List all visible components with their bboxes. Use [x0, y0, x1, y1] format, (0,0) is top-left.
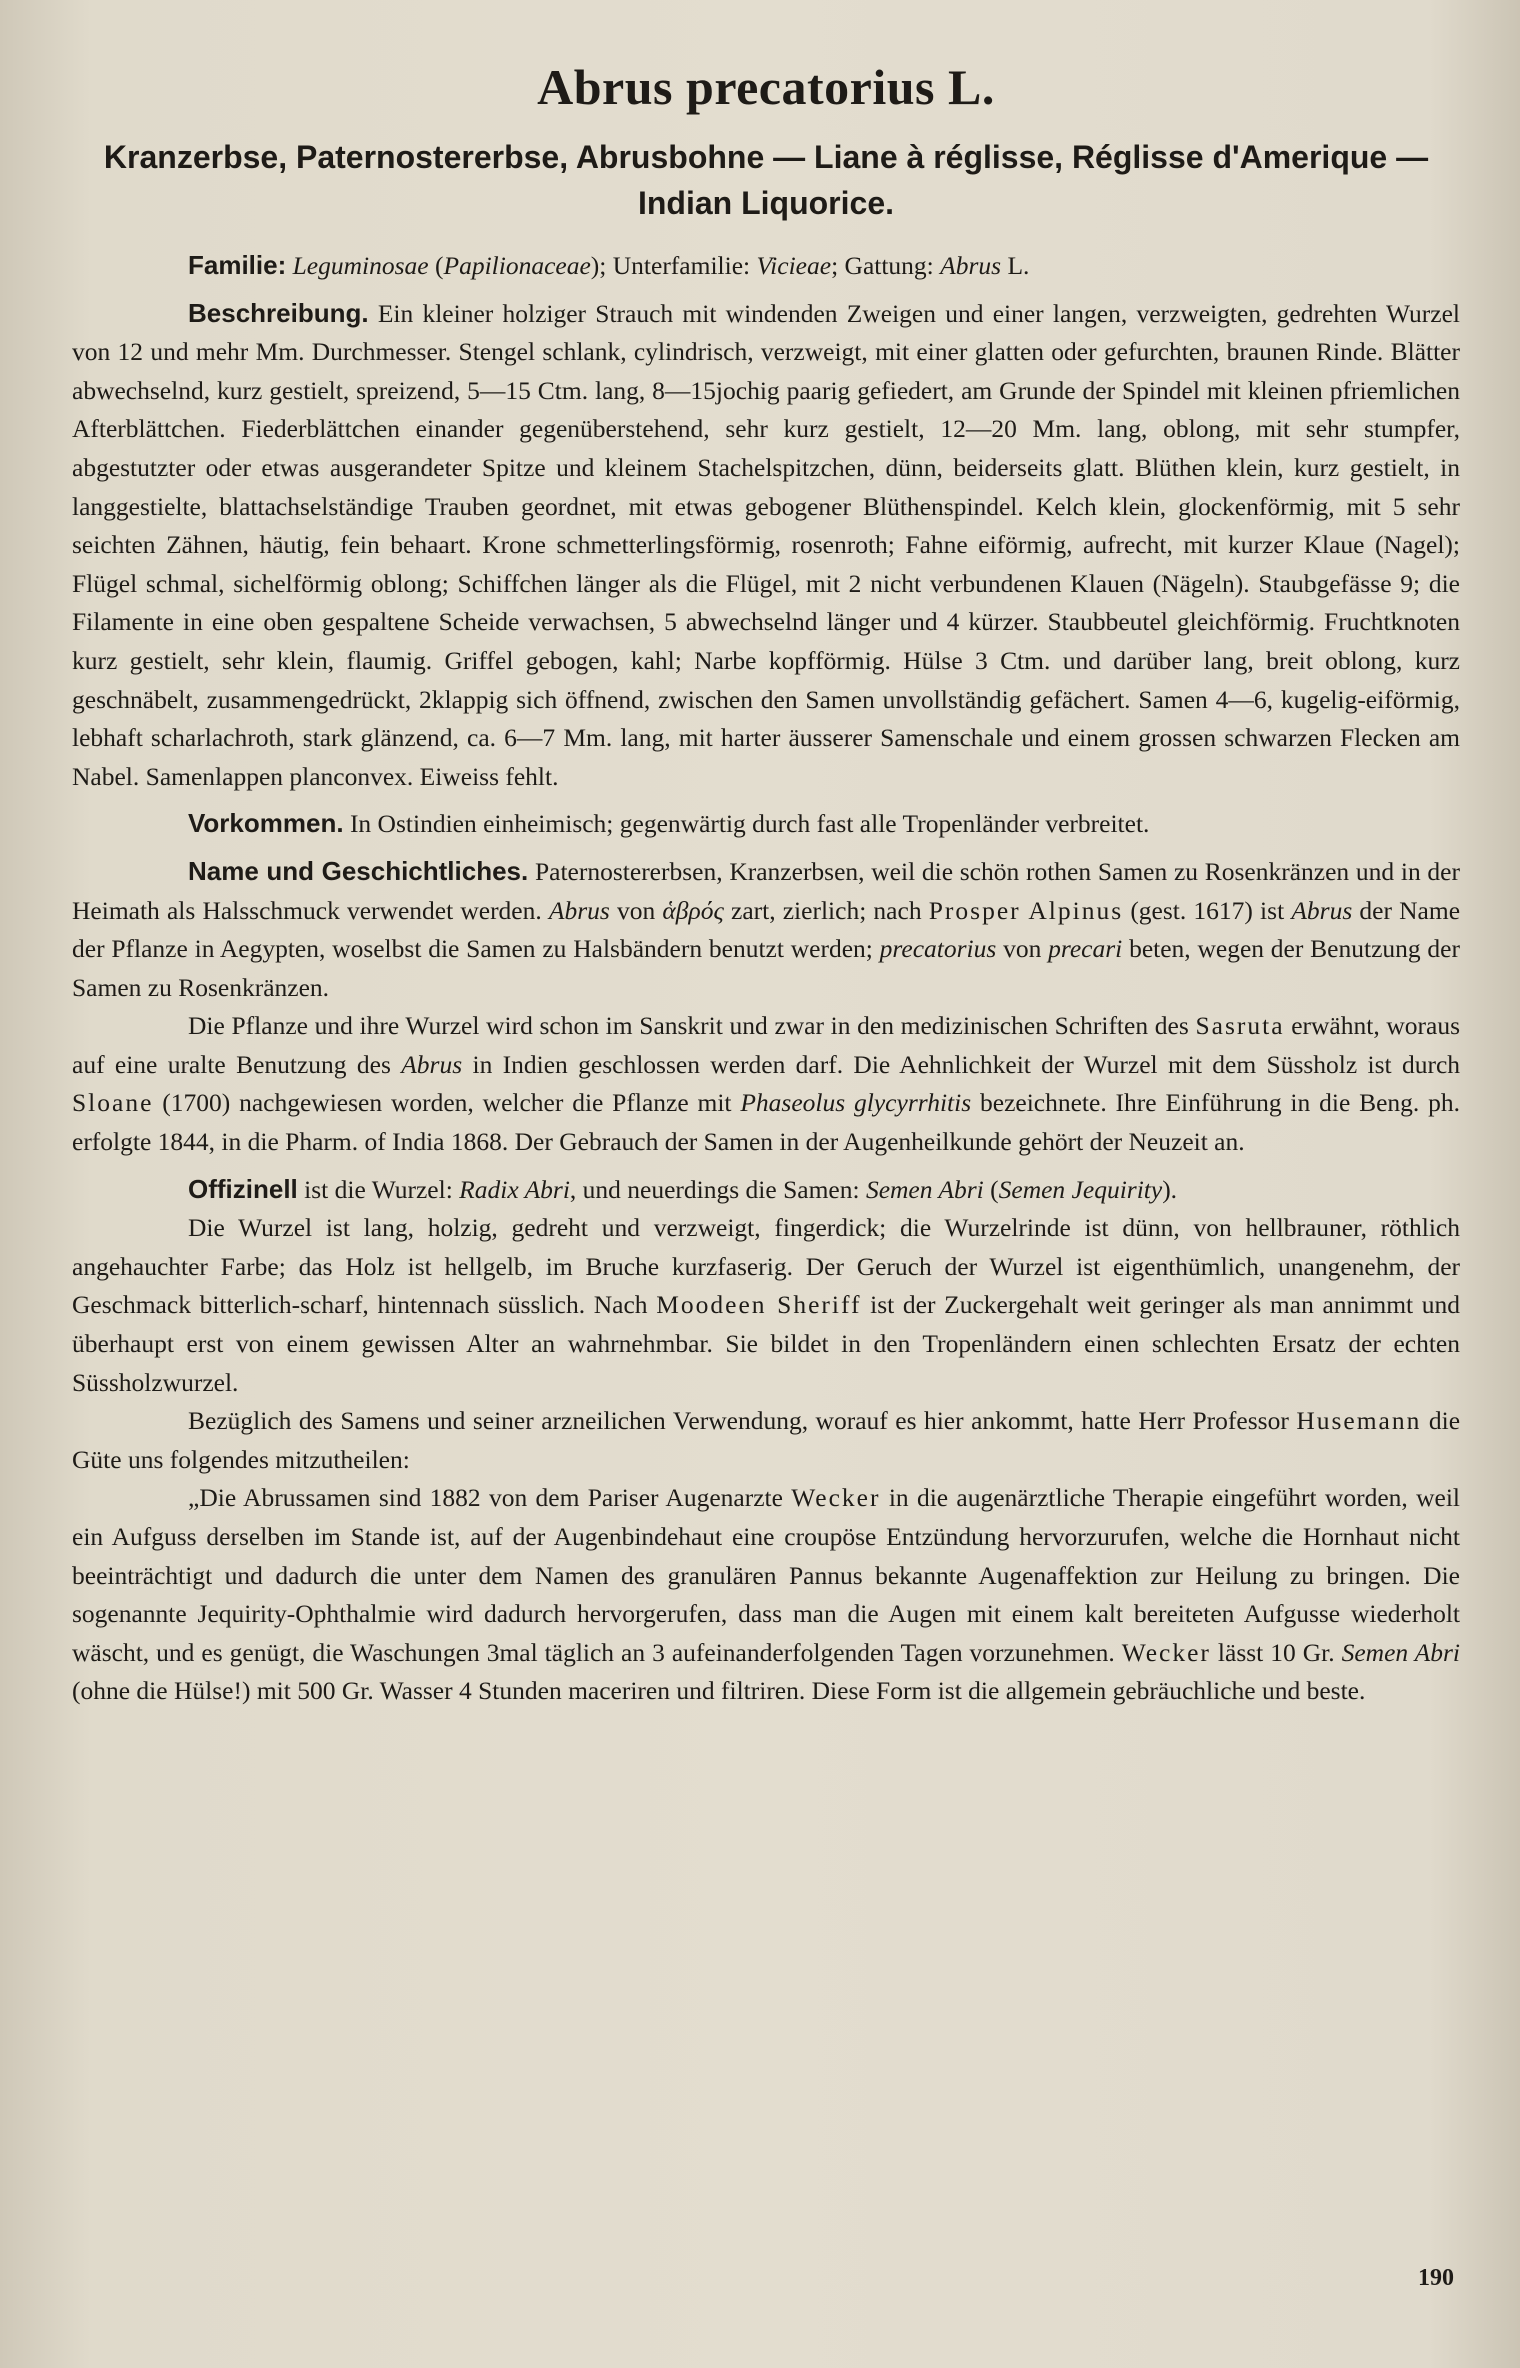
common-names-subtitle: Kranzerbse, Paternostererbse, Abrusbohne — Liane à réglisse, Réglisse d'Amerique — Indian Liquorice.	[103, 139, 1429, 221]
beschreibung-paragraph	[72, 294, 1460, 797]
vorkommen-paragraph	[72, 804, 1460, 844]
pflanze-paragraph: Die Pflanze und ihre Wurzel wird schon im Sanskrit und zwar in den medizinischen Schriften des Sasruta erwähnt, woraus auf eine uralte Benutzung des Abrus in Indien geschlossen werden darf. Die Aehnlichkeit der Wurzel mit dem Süssholz ist durch Sloane (1700) nachgewiesen worden, welcher die Pflanze mit Phaseolus glycyrrhitis bezeichnete. Ihre Einführung in die Beng. ph. erfolgte 1844, in die Pharm. of India 1868. Der Gebrauch der Samen in der Augenheilkunde gehört der Neuzeit an.	[72, 1011, 1461, 1157]
familie-text-1: Leguminosae (Papilionaceae); Unterfamilie: Vicieae; Gattung: Abrus L.	[292, 251, 1030, 280]
familie-label: Familie:	[188, 250, 287, 280]
page-title: Abrus precatorius L.	[537, 59, 995, 115]
name-geschichte-paragraph: Name und Geschichtliches. Paternostererbsen, Kranzerbsen, weil die schön rothen Samen zu Rosenkränzen und in der Heimath als Halsschmuck verwendet werden. Abrus von ἁβρός zart, zierlich; nach Prosper Alpinus (gest. 1617) ist Abrus der Name der Pflanze in Aegypten, woselbst die Samen zu Halsbändern benutzt werden; precatorius von precari beten, wegen der Benutzung der Samen zu Rosenkränzen.	[72, 855, 1461, 1002]
beschreibung-label: Beschreibung.	[188, 297, 369, 328]
author-name: Sloane	[72, 1088, 154, 1118]
author-name: Moodeen Sheriff	[656, 1290, 862, 1320]
author-name: Wecker	[791, 1483, 881, 1513]
offizinell-label: Offizinell	[188, 1173, 298, 1204]
familie-paragraph	[72, 246, 1460, 286]
author-name: Wecker	[1121, 1637, 1211, 1667]
bezueglich-paragraph: Bezüglich des Samens und seiner arzneilichen Verwendung, worauf es hier ankommt, hatte Herr Professor Husemann die Güte uns folgendes mitzutheilen:	[72, 1406, 1461, 1474]
offizinell-paragraph: Offizinell ist die Wurzel: Radix Abri, und neuerdings die Samen: Semen Abri (Semen Jequirity).	[188, 1173, 1178, 1204]
page-number: 190	[1418, 2265, 1454, 2291]
author-name: Sasruta	[1195, 1011, 1285, 1041]
wurzel-paragraph: Die Wurzel ist lang, holzig, gedreht und verzweigt, fingerdick; die Wurzelrinde ist dünn, von hellbrauner, röthlich angehauchter Farbe; das Holz ist hellgelb, im Bruche kurzfaserig. Der Geruch der Wurzel ist eigenthümlich, unangenehm, der Geschmack bitterlich-scharf, hintennach süsslich. Nach Moodeen Sheriff ist der Zuckergehalt weit geringer als man annimmt und überhaupt erst von einem gewissen Alter an wahrnehmbar. Sie bildet in den Tropenländern einen schlechten Ersatz der echten Süssholzwurzel.	[72, 1213, 1461, 1397]
author-name: Prosper Alpinus	[928, 895, 1124, 925]
author-name: Husemann	[1296, 1406, 1422, 1436]
beschreibung-text: Ein kleiner holziger Strauch mit windenden Zweigen und einer langen, verzweigten, gedrehten Wurzel von 12 und mehr Mm. Durchmesser. Stengel schlank, cylindrisch, verzweigt, mit einer glatten oder gefurchten, braunen Rinde. Blätter abwechselnd, kurz gestielt, spreizend, 5—15 Ctm. lang, 8—15jochig paarig gefiedert, am Grunde der Spindel mit kleinen pfriemlichen Afterblättchen. Fiederblättchen einander gegenüberstehend, sehr kurz gestielt, 12—20 Mm. lang, oblong, mit sehr stumpfer, abgestutzter oder etwas ausgerandeter Spitze und kleinem Stachelspitzchen, dünn, beiderseits glatt. Blüthen klein, kurz gestielt, in langgestielte, blattachselständige Trauben geordnet, mit etwas gebogener Blüthenspindel. Kelch klein, glockenförmig, mit 5 sehr seichten Zähnen, häutig, fein behaart. Krone schmetterlingsförmig, rosenroth; Fahne eiförmig, aufrecht, mit kurzer Klaue (Nagel); Flügel schmal, sichelförmig oblong; Schiffchen länger als die Flügel, mit 2 nicht verbundenen Klauen (Nägeln). Staubgefässe 9; die Filamente in eine oben gespaltene Scheide verwachsen, 5 abwechselnd länger und 4 kürzer. Staubbeutel gleichförmig. Fruchtknoten kurz gestielt, sehr klein, flaumig. Griffel gebogen, kahl; Narbe kopfförmig. Hülse 3 Ctm. und darüber lang, breit oblong, kurz geschnäbelt, zusammengedrückt, 2klappig sich öffnend, zwischen den Samen unvollständig gefächert. Samen 4—6, kugelig-eiförmig, lebhaft scharlachroth, stark glänzend, ca. 6—7 Mm. lang, mit harter äusserer Samenschale und einem grossen schwarzen Flecken am Nabel. Samenlappen planconvex. Eiweiss fehlt.	[72, 298, 1460, 791]
vorkommen-text: In Ostindien einheimisch; gegenwärtig durch fast alle Tropenländer verbreitet.	[349, 809, 1150, 839]
husemann-quote-paragraph: „Die Abrussamen sind 1882 von dem Pariser Augenarzte Wecker in die augenärztliche Therapie eingeführt worden, weil ein Aufguss derselben im Stande ist, auf der Augenbindehaut eine croupöse Entzündung hervorzurufen, welche die Hornhaut nicht beeinträchtigt und dadurch die unter dem Namen des granulären Pannus bekannte Augenaffektion zur Heilung zu bringen. Die sogenannte Jequirity-Ophthalmie wird dadurch hervorgerufen, dass man die Augen mit einem kalt bereiteten Aufgusse wiederholt wäscht, und es genügt, die Waschungen 3mal täglich an 3 aufeinanderfolgenden Tagen vorzunehmen. Wecker lässt 10 Gr. Semen Abri (ohne die Hülse!) mit 500 Gr. Wasser 4 Stunden maceriren und filtriren. Diese Form ist die allgemein gebräuchliche und beste.	[72, 1483, 1461, 1706]
name-geschichte-label: Name und Geschichtliches.	[188, 855, 529, 886]
vorkommen-label: Vorkommen.	[188, 808, 344, 839]
